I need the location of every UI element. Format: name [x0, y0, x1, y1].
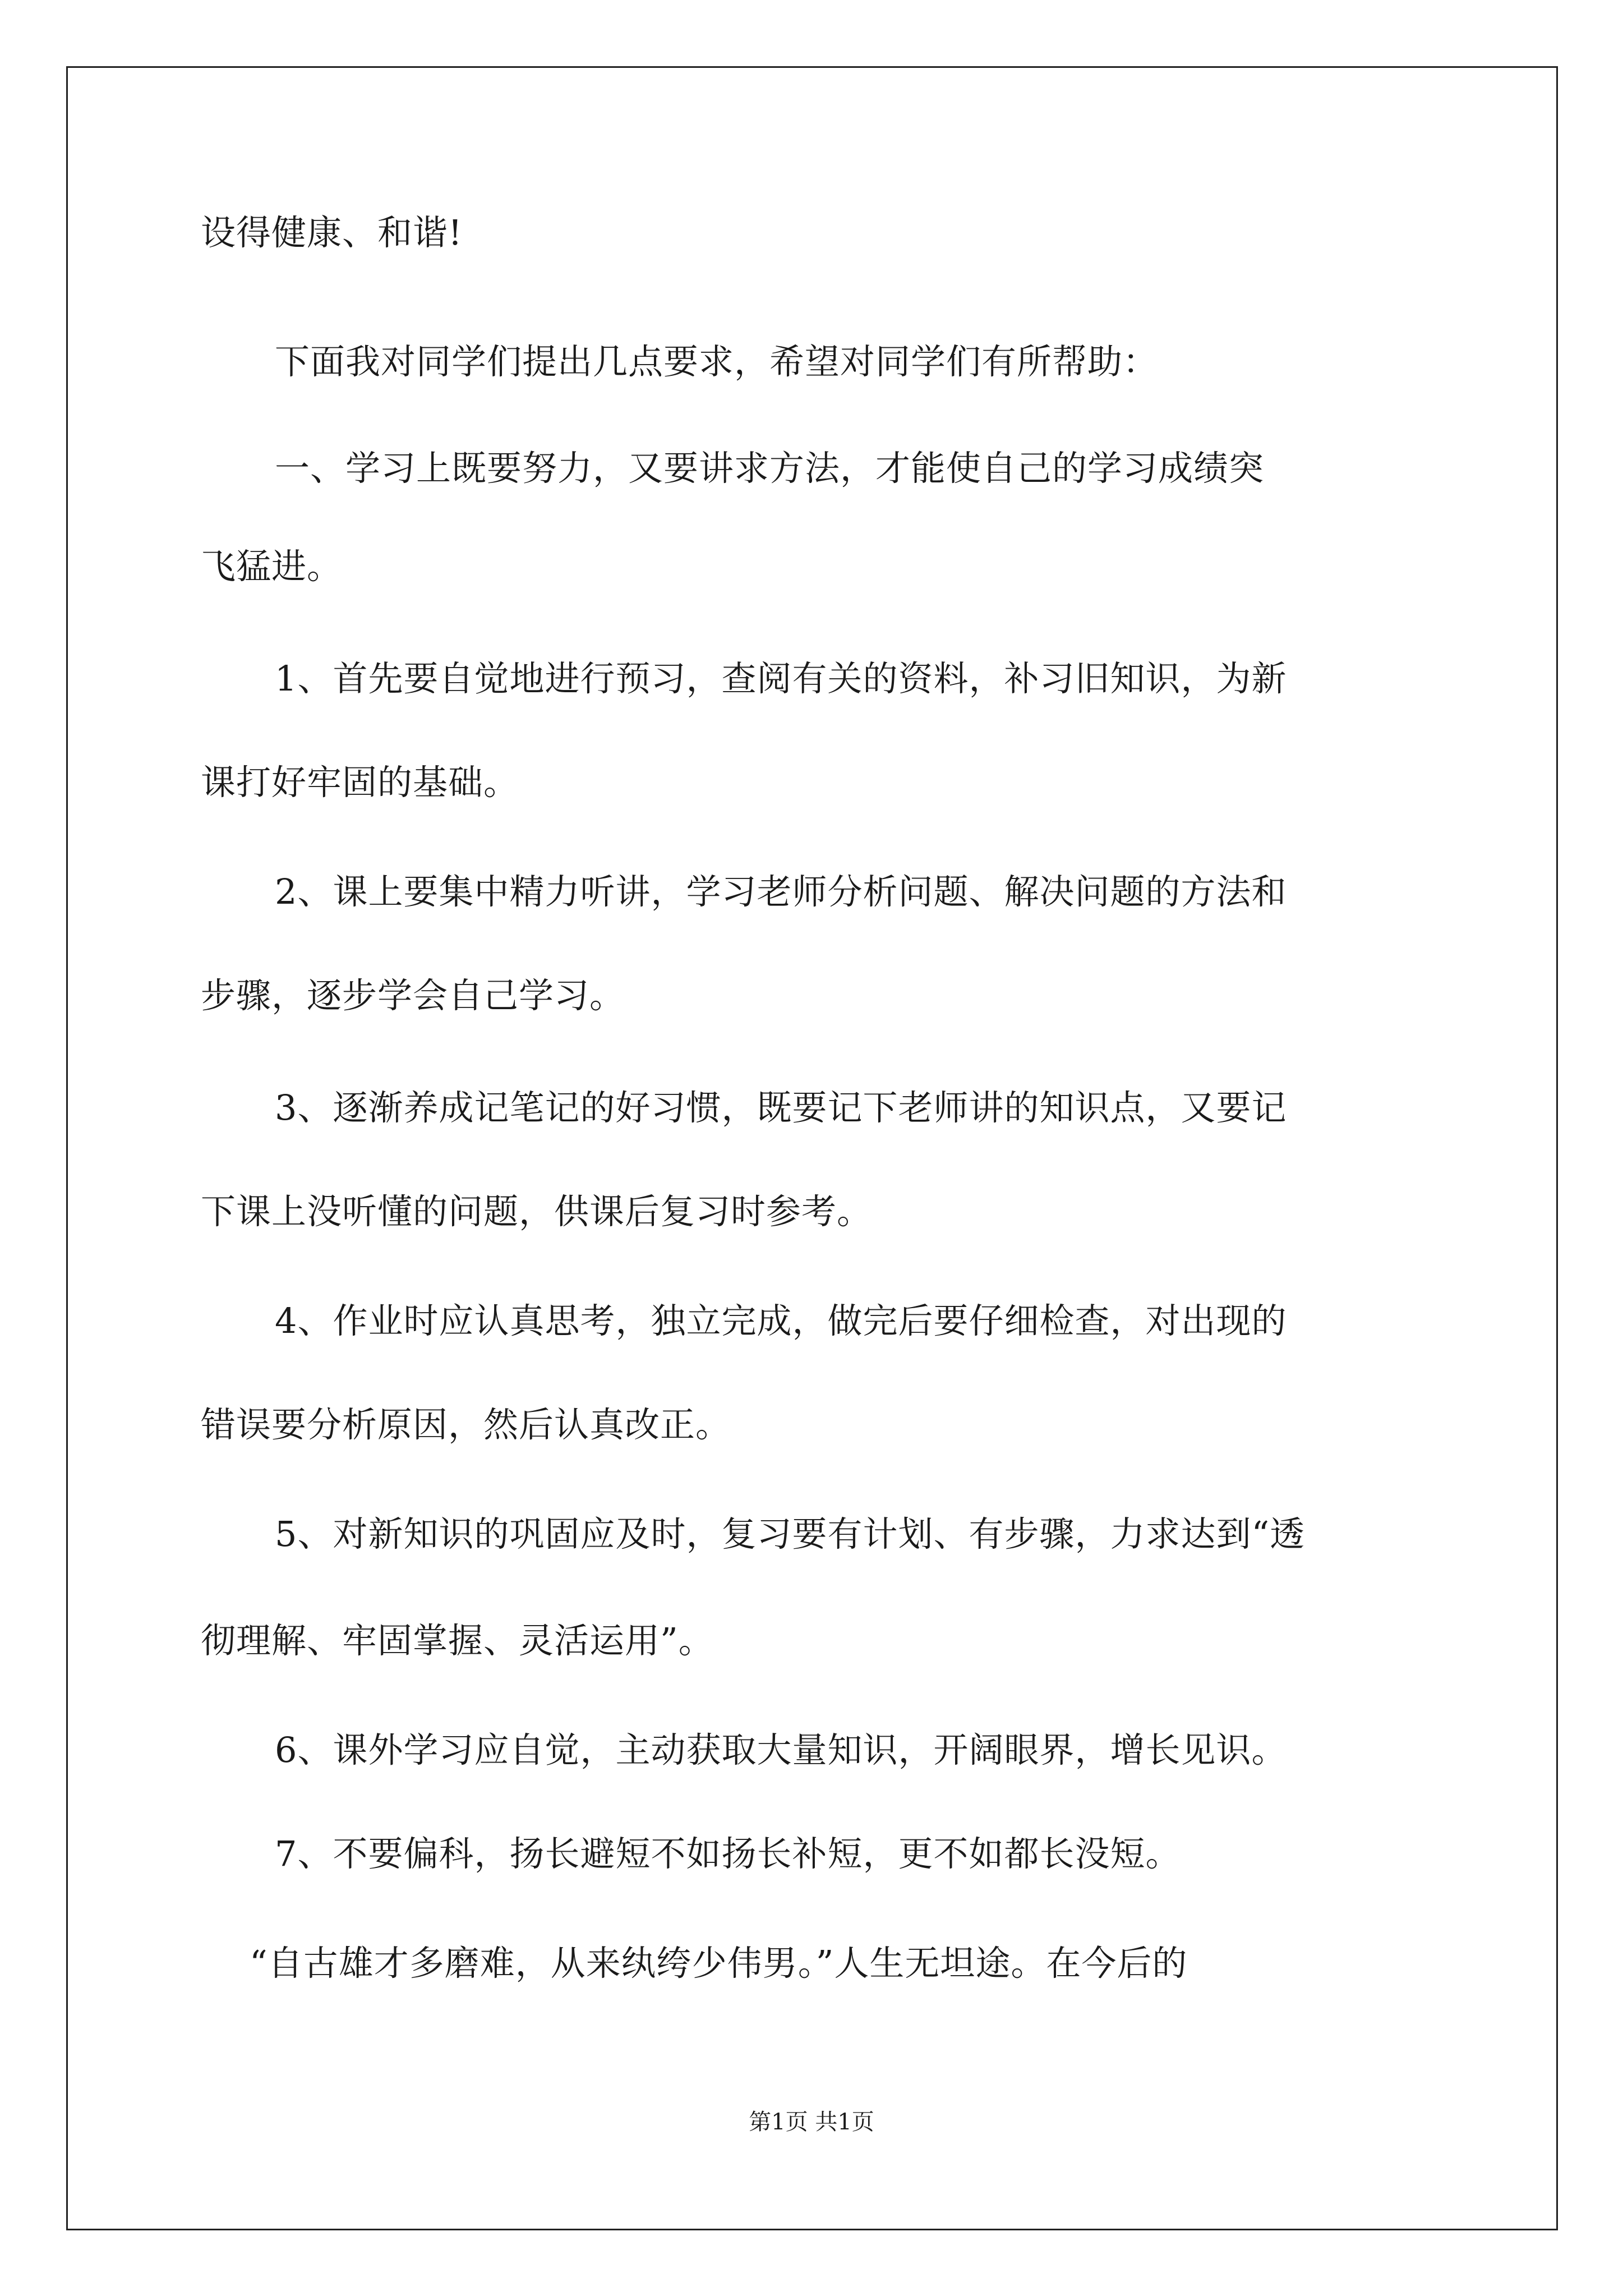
text-line: 错误要分析原因，然后认真改正。 [201, 1404, 731, 1445]
text-line: 1、首先要自觉地进行预习，查阅有关的资料，补习旧知识，为新 [275, 658, 1287, 699]
page-number: 第1页 共1页 [749, 2109, 874, 2135]
text-line: 4、作业时应认真思考，独立完成，做完后要仔细检查，对出现的 [275, 1300, 1287, 1341]
text-line: 下课上没听懂的问题，供课后复习时参考。 [201, 1191, 873, 1232]
text-line: 飞猛进。 [201, 546, 343, 587]
text-line: 课打好牢固的基础。 [201, 762, 519, 803]
text-line: 一、学习上既要努力，又要讲求方法，才能使自己的学习成绩突 [275, 448, 1265, 489]
text-line: 6、课外学习应自觉，主动获取大量知识，开阔眼界，增长见识。 [275, 1729, 1287, 1770]
text-line: 下面我对同学们提出几点要求，希望对同学们有所帮助： [275, 341, 1159, 382]
text-line: 7、不要偏科，扬长避短不如扬长补短，更不如都长没短。 [275, 1833, 1181, 1874]
page-border [66, 66, 1558, 2230]
text-line: 5、对新知识的巩固应及时，复习要有计划、有步骤，力求达到“透 [275, 1513, 1306, 1554]
text-line: 步骤，逐步学会自己学习。 [201, 975, 625, 1016]
text-line: 彻理解、牢固掌握、灵活运用”。 [201, 1620, 714, 1661]
text-line: 3、逐渐养成记笔记的好习惯，既要记下老师讲的知识点，又要记 [275, 1087, 1287, 1128]
text-line: 设得健康、和谐! [201, 212, 463, 253]
text-line: “自古雄才多磨难，从来纨绔少伟男。”人生无坦途。在今后的 [250, 1943, 1188, 1984]
text-line: 2、课上要集中精力听讲，学习老师分析问题、解决问题的方法和 [275, 871, 1287, 912]
